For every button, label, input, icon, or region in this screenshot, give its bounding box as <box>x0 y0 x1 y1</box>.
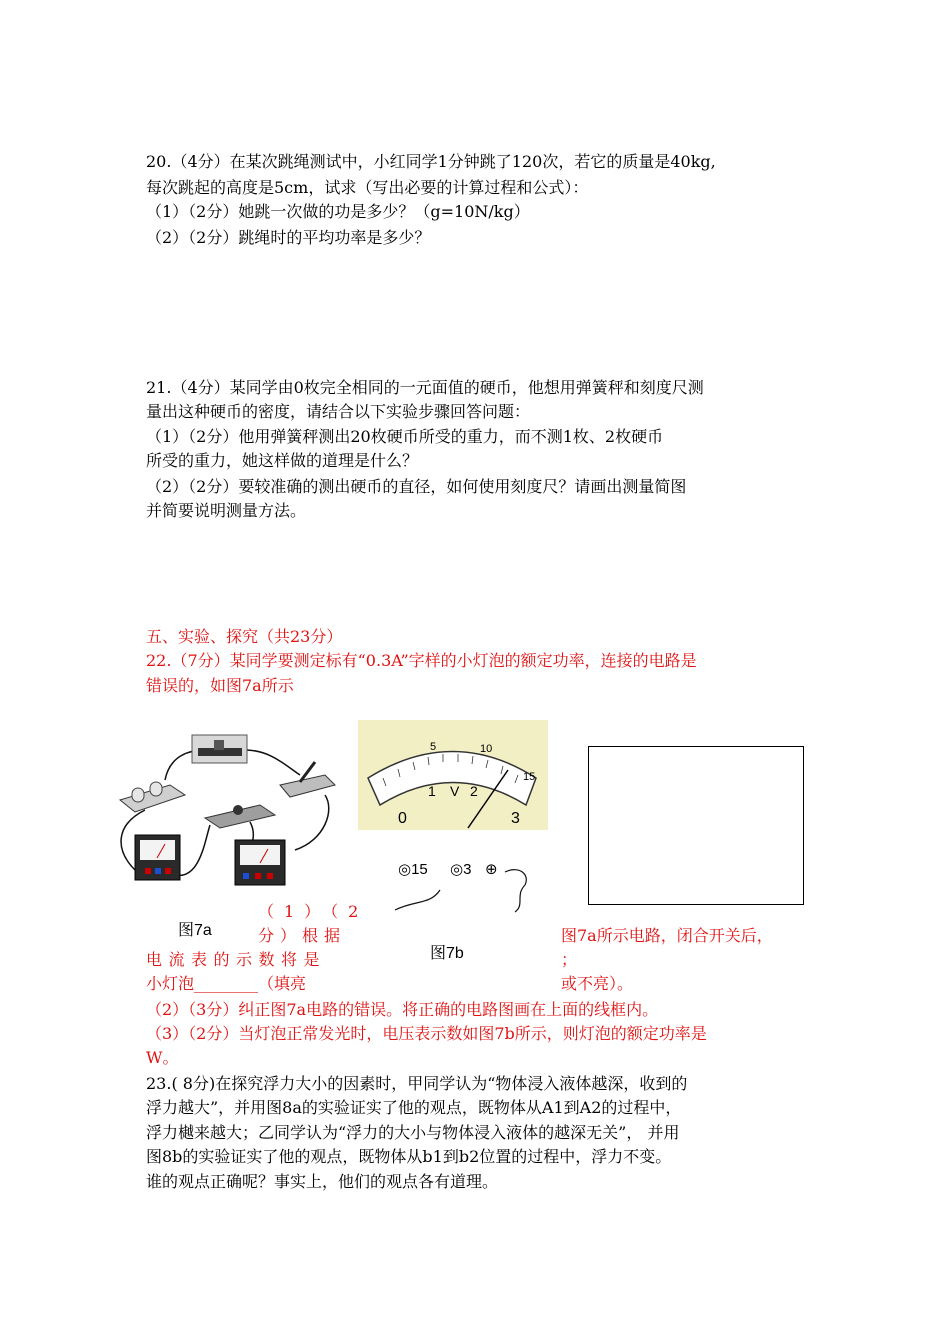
circuit-figure-7a <box>110 730 350 900</box>
terminal-3-label: ◎3 <box>450 861 472 878</box>
q21-sub1a: （1）（2分）他用弹簧秤测出20枚硬币所受的重力，而不测1枚、2枚硬币 <box>146 427 664 446</box>
scale-top-10: 10 <box>480 743 493 755</box>
fig7b-caption: 图7b <box>430 945 464 962</box>
scale-bottom-1: 1 <box>428 783 436 799</box>
q21-sub2a: （2）（2分）要较准确的测出硬币的直径，如何使用刻度尺？请画出测量简图 <box>146 477 687 496</box>
terminal-wires <box>385 860 545 920</box>
q23-line5: 谁的观点正确呢？事实上，他们的观点各有道理。 <box>146 1172 499 1191</box>
q20-sub1: （1）（2分）她跳一次做的功是多少？（g=10N/kg） <box>146 202 530 221</box>
terminal-negative-label: ⊕ <box>485 861 498 878</box>
wire <box>245 750 300 775</box>
q23-line4: 图8b的实验证实了他的观点，既物体从b1到b2位置的过程中，浮力不变。 <box>146 1147 672 1166</box>
scale-bottom-3: 3 <box>511 810 520 827</box>
q23-line3: 浮力樾来越大；乙同学认为“浮力的大小与物体浸入液体的越深无关”， 并用 <box>146 1123 680 1142</box>
q22-p1-right1: 图7a所示电路，闭合开关后， <box>561 926 773 945</box>
battery-holder <box>120 782 185 812</box>
voltmeter <box>235 840 285 885</box>
answer-box <box>588 746 804 905</box>
ammeter <box>135 835 180 880</box>
scale-top-15: 15 <box>523 771 536 783</box>
q22-p1-right3: 或不亮）。 <box>561 974 634 993</box>
q23-line2: 浮力越大”，并用图8a的实验证实了他的观点，既物体从A1到A2的过程中， <box>146 1098 682 1117</box>
voltmeter-dial-figure-7b <box>358 720 548 830</box>
q22-p1-frag1: （1）（2 <box>258 902 369 921</box>
q21-sub2b: 并简要说明测量方法。 <box>146 501 307 520</box>
q22-sub3b: W。 <box>146 1048 179 1067</box>
q22-p1-frag2: 分）根据 <box>258 926 347 945</box>
q21-sub1b: 所受的重力，她这样做的道理是什么？ <box>146 451 419 470</box>
wire <box>505 870 526 912</box>
q22-p1-frag3: 电流表的示数将是 <box>146 950 327 969</box>
q22-sub3a: （3）（2分）当灯泡正常发光时，电压表示数如图7b所示，则灯泡的额定功率是 <box>146 1024 707 1043</box>
scale-bottom-0: 0 <box>398 810 407 827</box>
section5-title: 五、实验、探究（共23分） <box>146 627 343 646</box>
fig7a-caption: 图7a <box>178 922 212 939</box>
q23-line1: 23.( 8分)在探究浮力大小的因素时，甲同学认为“物体浸入液体越深，收到的 <box>146 1074 688 1093</box>
q22-line1: 22.（7分）某同学要测定标有“0.3A”字样的小灯泡的额定功率，连接的电路是 <box>146 651 697 670</box>
scale-bottom-2: 2 <box>470 783 478 799</box>
q22-p1-right2: ； <box>561 950 578 969</box>
q21-line1: 21.（4分）某同学由0枚完全相同的一元面值的硬币，他想用弹簧秤和刻度尺测 <box>146 378 704 397</box>
scale-top-5: 5 <box>430 741 437 753</box>
q20-line1: 20.（4分）在某次跳绳测试中，小红同学1分钟跳了120次，若它的质量是40kg, <box>146 152 716 171</box>
q22-line2: 错误的，如图7a所示 <box>146 676 294 695</box>
terminal-15-label: ◎15 <box>398 861 428 878</box>
rheostat <box>192 735 247 763</box>
q22-sub2: （2）（3分）纠正图7a电路的错误。将正确的电路图画在上面的线框内。 <box>146 1000 659 1019</box>
lamp-board <box>205 805 275 828</box>
q21-line2: 量出这种硬币的密度，请结合以下实验步骤回答问题： <box>146 402 531 421</box>
meter-unit-label: V <box>450 783 460 799</box>
q20-sub2: （2）（2分）跳绳时的平均功率是多少？ <box>146 228 431 247</box>
q20-line2: 每次跳起的高度是5cm，试求（写出必要的计算过程和公式）： <box>146 178 589 197</box>
q22-p1-frag4: 小灯泡________（填亮 <box>146 974 307 993</box>
wire <box>295 795 329 850</box>
wire <box>395 890 440 910</box>
